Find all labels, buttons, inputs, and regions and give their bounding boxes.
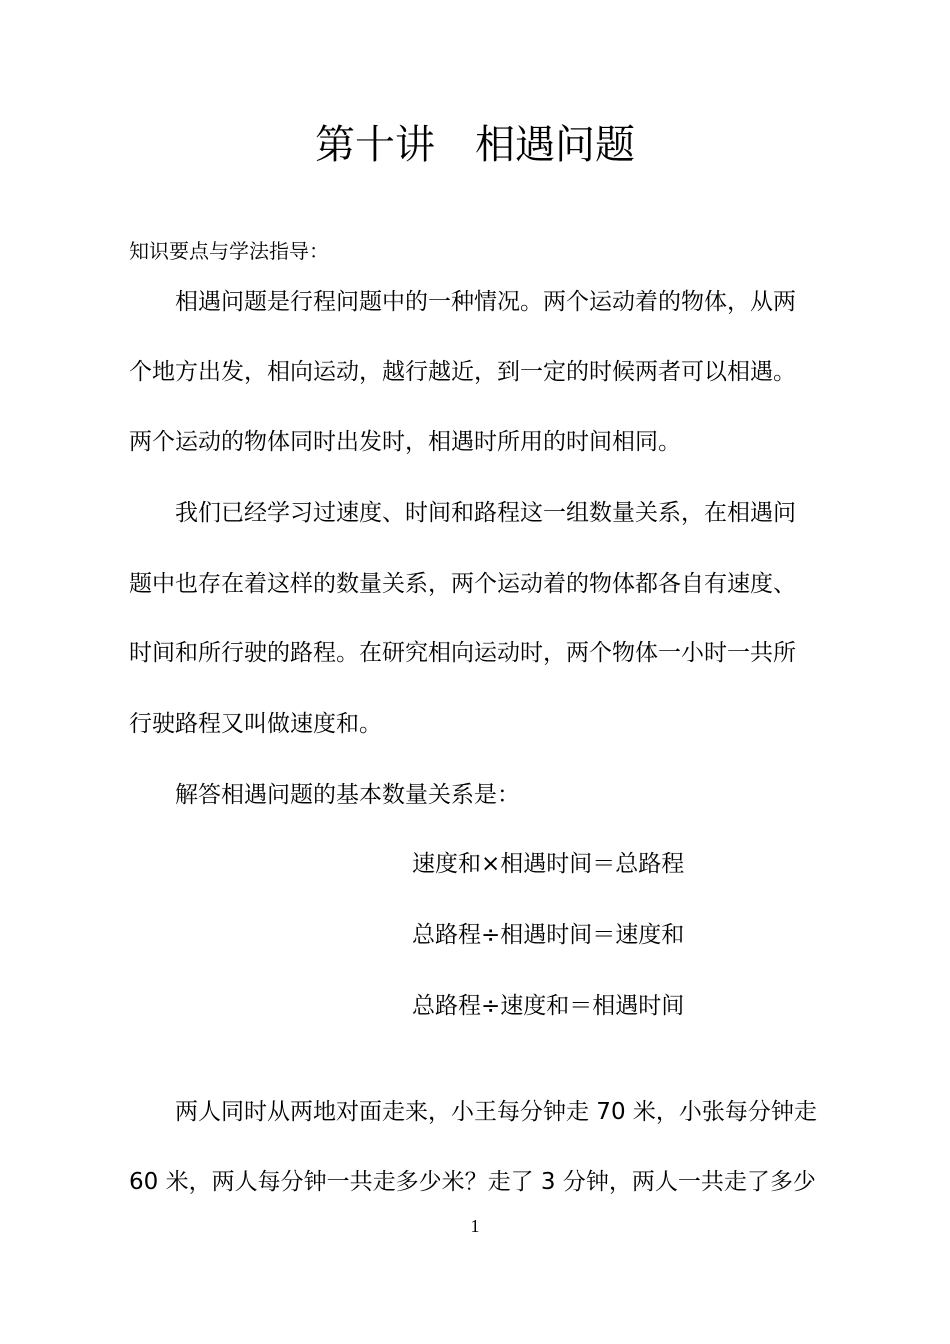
page-number: 1 [470,1216,480,1236]
paragraph-2-line-1: 我们已经学习过速度、时间和路程这一组数量关系，在相遇问 [175,500,796,526]
page-title: 第十讲 相遇问题 [315,122,635,168]
example-line-2: 60 米，两人每分钟一共走多少米？走了 3 分钟，两人一共走了多少 [129,1169,816,1195]
paragraph-1-line-3: 两个运动的物体同时出发时，相遇时所用的时间相同。 [129,429,681,455]
formula-meeting-time: 总路程÷速度和＝相遇时间 [412,993,685,1019]
paragraph-1-line-1: 相遇问题是行程问题中的一种情况。两个运动着的物体，从两 [175,289,796,315]
paragraph-2-line-2: 题中也存在着这样的数量关系，两个运动着的物体都各自有速度、 [129,571,796,597]
paragraph-2-line-4: 行驶路程又叫做速度和。 [129,711,382,737]
paragraph-3-line-1: 解答相遇问题的基本数量关系是： [175,782,520,808]
paragraph-1-line-2: 个地方出发，相向运动，越行越近，到一定的时候两者可以相遇。 [129,359,796,385]
example-line-1: 两人同时从两地对面走来，小王每分钟走 70 米，小张每分钟走 [175,1099,817,1125]
section-heading: 知识要点与学法指导： [129,239,329,263]
paragraph-2-line-3: 时间和所行驶的路程。在研究相向运动时，两个物体一小时一共所 [129,640,796,666]
formula-speed-sum: 总路程÷相遇时间＝速度和 [412,922,685,948]
formula-total-distance: 速度和×相遇时间＝总路程 [412,851,685,877]
